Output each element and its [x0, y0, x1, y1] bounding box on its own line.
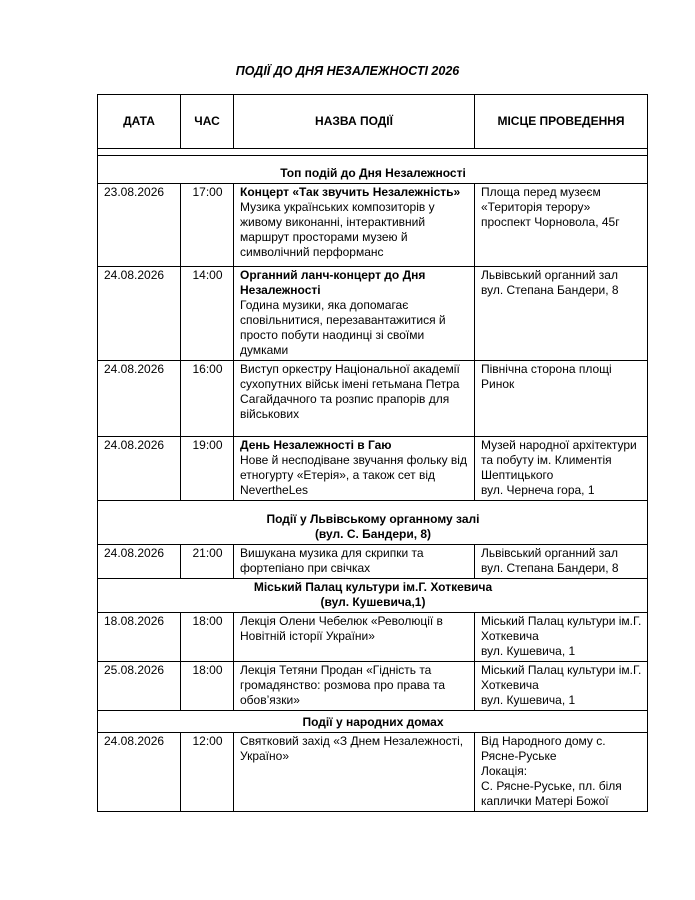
section-title [98, 711, 648, 733]
events-table [97, 94, 648, 812]
table-row [98, 733, 648, 812]
place-line: Північна сторона площі Ринок [481, 362, 612, 391]
spacer-cell [98, 149, 648, 156]
place-line: Міський Палац культури ім.Г. Хоткевича [481, 614, 642, 643]
place-line: вул. Степана Бандери, 8 [481, 561, 619, 575]
place-line: вул. Чернеча гора, 1 [481, 483, 595, 497]
header-place: МІСЦЕ ПРОВЕДЕННЯ [475, 95, 648, 149]
section-title-line: Топ подій до Дня Незалежності [280, 166, 466, 180]
place-line: вул. Кушевича, 1 [481, 644, 576, 658]
place-line: Міський Палац культури ім.Г. Хоткевича [481, 663, 642, 692]
section-header-row [98, 579, 648, 613]
section-header-row [98, 711, 648, 733]
cell-date: 24.08.2026 [98, 437, 181, 501]
cell-time: 19:00 [181, 437, 234, 501]
header-date: ДАТА [98, 95, 181, 149]
cell-date: 24.08.2026 [98, 267, 181, 361]
place-line: Від Народного дому с. Рясне-Руське [481, 734, 606, 763]
event-description: Музика українських композиторів у живому виконанні, інтерактивний маршрут просторами музею й символічний перформанс [240, 200, 435, 259]
cell-event-name [234, 184, 475, 267]
event-title: Концерт «Так звучить Незалежність» [240, 185, 461, 199]
place-line: Львівський органний зал [481, 268, 618, 282]
table-row [98, 184, 648, 267]
cell-date: 24.08.2026 [98, 545, 181, 579]
cell-time: 18:00 [181, 662, 234, 711]
event-description: Виступ оркестру Національної академії сухопутних військ імені гетьмана Петра Сагайдачного та розпис прапорів для військових [240, 362, 460, 421]
cell-time: 18:00 [181, 613, 234, 662]
cell-date: 24.08.2026 [98, 361, 181, 437]
section-title-line: (вул. Кушевича,1) [320, 595, 426, 609]
table-row [98, 613, 648, 662]
table-row [98, 361, 648, 437]
document-title: ПОДІЇ ДО ДНЯ НЕЗАЛЕЖНОСТІ 2026 [235, 64, 460, 78]
section-title [98, 156, 648, 184]
place-line: С. Рясне-Руське, пл. біля каплички Матері Божої [481, 779, 622, 808]
section-title-line: (вул. С. Бандери, 8) [314, 527, 432, 541]
section-title-line: Події у Львівському органному залі [266, 512, 480, 526]
cell-event-name [234, 267, 475, 361]
section-header-row [98, 156, 648, 184]
place-line: вул. Степана Бандери, 8 [481, 283, 619, 297]
event-description: Лекція Тетяни Продан «Гідність та громадянство: розмова про права та обов’язки» [240, 663, 446, 707]
cell-time: 17:00 [181, 184, 234, 267]
cell-date: 24.08.2026 [98, 733, 181, 812]
section-header-row [98, 501, 648, 545]
section-title-line: Події у народних домах [302, 715, 444, 729]
cell-place [475, 267, 648, 361]
section-title [98, 501, 648, 545]
table-row [98, 437, 648, 501]
cell-place [475, 662, 648, 711]
table-row [98, 545, 648, 579]
cell-date: 25.08.2026 [98, 662, 181, 711]
cell-event-name [234, 545, 475, 579]
header-name: НАЗВА ПОДІЇ [234, 95, 475, 149]
place-line: вул. Кушевича, 1 [481, 693, 576, 707]
place-line: Музей народної архітектури та побуту ім. Климентія Шептицького [481, 438, 637, 482]
place-line: проспект Чорновола, 45г [481, 215, 620, 229]
table-header-row [98, 95, 648, 149]
cell-event-name [234, 613, 475, 662]
cell-event-name [234, 733, 475, 812]
cell-event-name [234, 662, 475, 711]
header-time: ЧАС [181, 95, 234, 149]
cell-time: 21:00 [181, 545, 234, 579]
cell-date: 18.08.2026 [98, 613, 181, 662]
event-description: Вишукана музика для скрипки та фортепіано при свічках [240, 546, 424, 575]
events-body [98, 149, 648, 812]
cell-place [475, 613, 648, 662]
cell-place [475, 545, 648, 579]
place-line: Локація: [481, 764, 528, 778]
cell-event-name [234, 361, 475, 437]
section-title [98, 579, 648, 613]
cell-date: 23.08.2026 [98, 184, 181, 267]
event-description: Святковий захід «З Днем Незалежності, Україно» [240, 734, 464, 763]
table-row [98, 267, 648, 361]
place-line: Львівський органний зал [481, 546, 618, 560]
event-title: День Незалежності в Гаю [240, 438, 392, 452]
cell-time: 12:00 [181, 733, 234, 812]
cell-place [475, 184, 648, 267]
cell-event-name [234, 437, 475, 501]
section-title-line: Міський Палац культури ім.Г. Хоткевича [253, 580, 493, 594]
event-description: Лекція Олени Чебелюк «Революції в Новітній історії України» [240, 614, 443, 643]
event-description: Нове й несподіване звучання фольку від етногурту «Етерія», а також сет від NevertheLes [240, 453, 467, 497]
event-description: Година музики, яка допомагає сповільнитися, перезавантажитися й просто побути наодинці зі своїми думками [240, 298, 446, 357]
cell-time: 16:00 [181, 361, 234, 437]
table-row [98, 662, 648, 711]
cell-place [475, 733, 648, 812]
cell-place [475, 437, 648, 501]
spacer-row [98, 149, 648, 156]
cell-time: 14:00 [181, 267, 234, 361]
event-title: Органний ланч-концерт до Дня Незалежності [240, 268, 426, 297]
place-line: Площа перед музеєм «Територія терору» [481, 185, 601, 214]
cell-place [475, 361, 648, 437]
